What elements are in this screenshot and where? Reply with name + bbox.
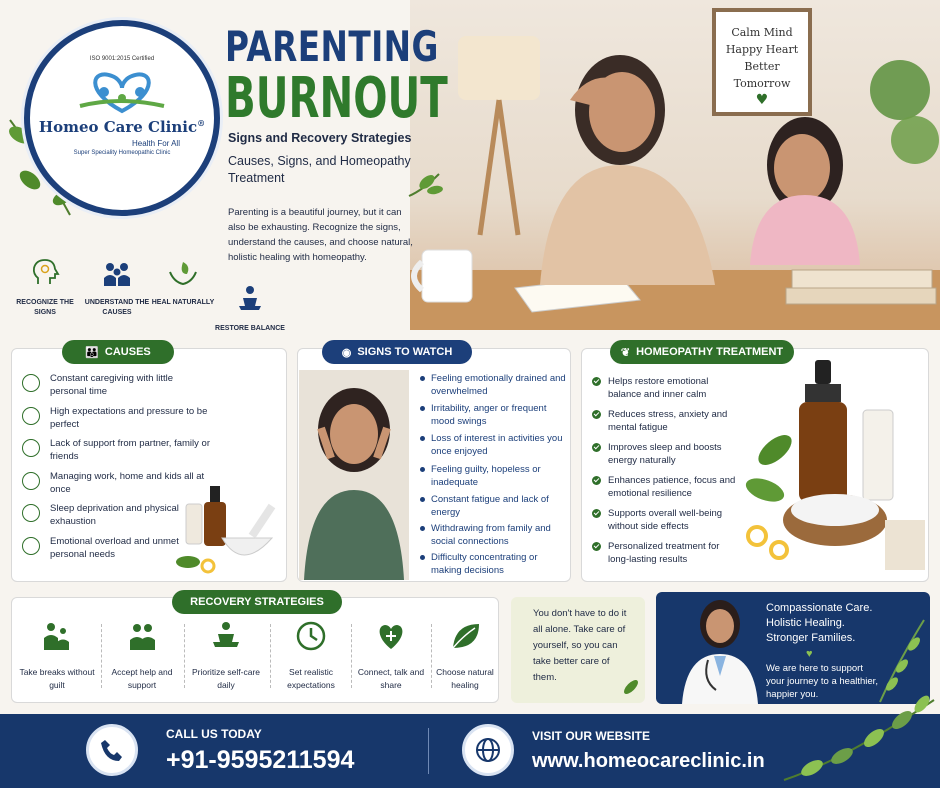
frame-line: Better (744, 60, 780, 73)
head-icon (22, 374, 40, 392)
hands-leaf-icon (168, 258, 198, 288)
recovery-label: Connect, talk and share (357, 667, 425, 690)
divider (184, 624, 185, 688)
sign-item: Loss of interest in activities you once enjoyed (420, 432, 570, 458)
sprig-icon (405, 170, 445, 200)
bullet-icon (420, 526, 425, 531)
feature-label: UNDERSTAND THE CAUSES (84, 299, 150, 316)
subtitle: Signs and Recovery Strategies (228, 131, 412, 145)
iso-badge: ISO 9001:2015 Certified (89, 56, 155, 62)
feature-understand (82, 258, 152, 318)
treatment-item: Enhances patience, focus and emotional resilience (592, 474, 742, 500)
frame-line: Calm Mind (731, 26, 793, 39)
clock-icon (295, 620, 327, 652)
check-icon (592, 542, 601, 551)
call-label: CALL US TODAY (166, 727, 262, 741)
leaf-icon: ❦ (620, 346, 631, 359)
check-icon (592, 443, 601, 452)
cause-item: Lack of support from partner, family or friends (22, 437, 212, 463)
divider (270, 624, 271, 688)
bullet-icon (420, 436, 425, 441)
promo-line: Stronger Families. (766, 632, 856, 644)
parent-child-icon (41, 620, 73, 652)
sign-item: Withdrawing from family and social connections (420, 522, 570, 548)
recovery-item (103, 620, 181, 692)
treatment-item: Personalized treatment for long-lasting results (592, 540, 742, 566)
check-icon (592, 509, 601, 518)
face-icon (22, 537, 40, 555)
meditation-icon (235, 284, 265, 314)
head-lightbulb-icon (30, 258, 60, 288)
motivation-frame (712, 8, 812, 116)
treatment-item: Helps restore emotional balance and inner calm (592, 375, 742, 401)
clinic-logo (24, 20, 220, 216)
bullet-icon (420, 467, 425, 472)
heart-icon: ♥ (806, 648, 813, 660)
sleep-icon (22, 504, 40, 522)
feature-label: RESTORE BALANCE (215, 325, 285, 332)
heart-family-logo-icon (74, 66, 170, 116)
eye-icon: ◉ (341, 346, 352, 359)
feature-label: RECOGNIZE THE SIGNS (16, 299, 74, 316)
title-line-2: BURNOUT (225, 66, 448, 131)
contact-footer (0, 714, 940, 788)
tagline: Health For All (131, 139, 180, 148)
check-icon (592, 410, 601, 419)
website-link[interactable]: www.homeocareclinic.in (532, 750, 765, 772)
recovery-heading: RECOVERY STRATEGIES (172, 590, 342, 614)
phone-icon (99, 737, 125, 763)
feature-restore (215, 284, 285, 334)
sign-item: Difficulty concentrating or making decisions (420, 551, 570, 577)
subtitle-2: Causes, Signs, and Homeopathy Treatment (228, 154, 411, 185)
check-icon (592, 377, 601, 386)
feature-recognize (10, 258, 80, 318)
promo-line: Holistic Healing. (766, 617, 845, 629)
recovery-label: Choose natural healing (436, 667, 494, 690)
treatment-item: Improves sleep and boosts energy naturally (592, 441, 742, 467)
sign-item: Constant fatigue and lack of energy (420, 493, 570, 519)
recovery-item (352, 620, 430, 692)
note-text: You don't have to do it all alone. Take care of yourself, so you can take better care of them. (533, 608, 627, 683)
people-icon (126, 620, 158, 652)
phone-number[interactable]: +91-9595211594 (166, 746, 355, 774)
brand-name: Homeo Care Clinic® (38, 118, 206, 136)
recovery-item (187, 620, 265, 692)
leaf-icon (449, 620, 481, 652)
heart-icon: ♥ (755, 92, 769, 108)
divider (101, 624, 102, 688)
homeopathy-remedy-icon (735, 360, 925, 575)
phone-button[interactable] (86, 724, 138, 776)
tree-icon (22, 407, 40, 425)
website-label: VISIT OUR WEBSITE (532, 729, 651, 743)
feature-heal (148, 258, 218, 308)
treatment-item: Supports overall well-being without side effects (592, 507, 742, 533)
recovery-label: Take breaks without guilt (19, 667, 95, 690)
group-icon: 👪 (85, 346, 99, 359)
globe-icon (474, 736, 502, 764)
frame-line: Happy Heart (725, 43, 799, 56)
bullet-icon (420, 497, 425, 502)
sign-item: Feeling emotionally drained and overwhelmed (420, 372, 570, 398)
subtagline: Super Speciality Homeopathic Clinic (73, 150, 171, 156)
cause-item: Constant caregiving with little personal time (22, 372, 212, 398)
cause-item: Sleep deprivation and physical exhaustion (22, 502, 212, 528)
cause-item: Emotional overload and unmet personal needs (22, 535, 212, 561)
hero-photo (410, 0, 940, 330)
sign-item: Irritability, anger or frequent mood swings (420, 402, 570, 428)
sprig-icon (620, 676, 642, 698)
treatment-item: Reduces stress, anxiety and mental fatigue (592, 408, 742, 434)
heart-icon (375, 620, 407, 652)
frame-line: Tomorrow (733, 77, 791, 90)
causes-heading: 👪 CAUSES (62, 340, 174, 364)
yoga-icon (210, 620, 242, 652)
website-button[interactable] (462, 724, 514, 776)
family-icon (102, 258, 132, 288)
intro-text: Parenting is a beautiful journey, but it can also be exhausting. Recognize the signs, understand the causes, and choose natural, holistic healing with homeopathy. (228, 207, 413, 263)
promo-line: Compassionate Care. (766, 602, 873, 614)
stressed-woman-photo (299, 370, 409, 580)
moon-icon (22, 472, 40, 490)
bullet-icon (420, 555, 425, 560)
recovery-label: Set realistic expectations (287, 667, 335, 690)
cause-item: Managing work, home and kids all at once (22, 470, 212, 496)
remedy-bottle-mortar-icon (172, 478, 280, 578)
recovery-label: Prioritize self-care daily (191, 667, 261, 690)
recovery-item (18, 620, 96, 692)
divider (428, 728, 429, 774)
check-icon (592, 476, 601, 485)
leaf-branch-icon (782, 690, 940, 788)
feature-label: HEAL NATURALLY (151, 299, 215, 306)
promo-body: We are here to support your journey to a healthier, happier you. (766, 663, 878, 700)
bullet-icon (420, 406, 425, 411)
recovery-label: Accept help and support (111, 667, 173, 690)
title-line-1: PARENTING (225, 22, 439, 71)
recovery-item (272, 620, 350, 692)
doctor-photo (678, 594, 762, 704)
cause-item: High expectations and pressure to be perfect (22, 405, 212, 431)
promo-headline (766, 601, 872, 646)
signs-heading: ◉ SIGNS TO WATCH (322, 340, 472, 364)
bullet-icon (420, 376, 425, 381)
recovery-item (426, 620, 504, 692)
sign-item: Feeling guilty, hopeless or inadequate (420, 463, 570, 489)
heart-hands-icon (22, 439, 40, 457)
treatment-heading: ❦ HOMEOPATHY TREATMENT (610, 340, 794, 364)
